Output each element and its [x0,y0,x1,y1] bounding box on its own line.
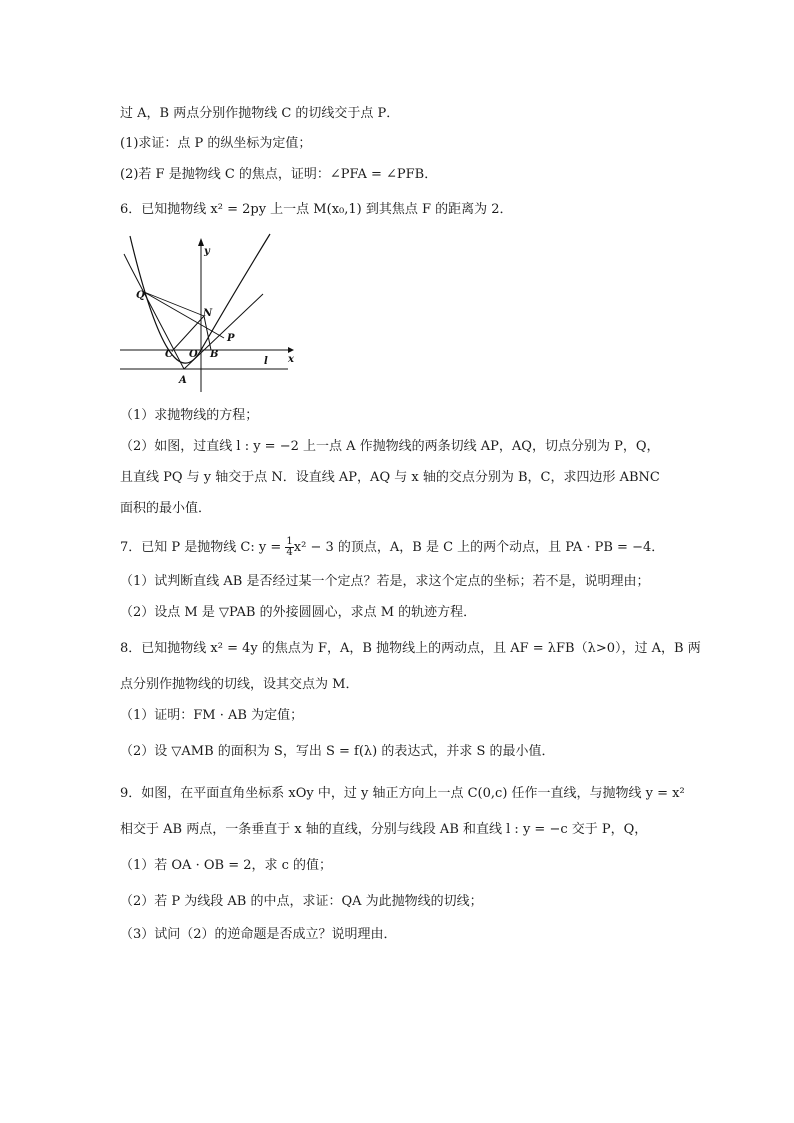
segment-nc [173,316,204,350]
y-axis-arrow [198,238,204,246]
text-line: （1）若 OA · OB = 2，求 c 的值； [120,858,333,873]
label-b: B [210,349,219,360]
text-line: (2)若 F 是抛物线 C 的焦点，证明：∠PFA = ∠PFB． [120,167,438,182]
text-line: 相交于 AB 两点，一条垂直于 x 轴的直线，分别与线段 AB 和直线 l : y = −c 交于 P，Q， [120,822,648,837]
label-l: l [264,356,268,367]
tangent-aq [130,266,184,369]
text-line: （1）试判断直线 AB 是否经过某一个定点？若是，求这个定点的坐标；若不是，说明理由； [120,574,650,589]
label-p: P [227,333,235,344]
problem-6-stem: 6．已知抛物线 x² = 2py 上一点 M(x₀,1) 到其焦点 F 的距离为 2． [120,202,513,217]
problem-9-stem: 9．如图，在平面直角坐标系 xOy 中，过 y 轴正方向上一点 C(0,c) 任作一直线，与抛物线 y = x² [120,786,685,801]
label-x: x [288,354,294,365]
text-line: （3）试问（2）的逆命题是否成立？说明理由． [120,927,397,942]
label-c: C [165,349,173,360]
problem-7-stem [120,537,690,558]
text-line: （1）证明：FM · AB 为定值； [120,708,304,723]
text-line: （2）设点 M 是 ▽PAB 的外接圆圆心，求点 M 的轨迹方程． [120,605,477,620]
label-q: Q [136,290,145,301]
text-line: 且直线 PQ 与 y 轴交于点 N．设直线 AP，AQ 与 x 轴的交点分别为 B，C，求四边形 ABNC [120,470,660,485]
x-axis-arrow [288,347,294,353]
text-line: 过 A，B 两点分别作抛物线 C 的切线交于点 P． [120,106,400,121]
fraction [285,537,293,558]
problem-8-stem: 8．已知抛物线 x² = 4y 的焦点为 F，A，B 抛物线上的两动点，且 AF = λFB（λ>0），过 A，B 两 [120,641,701,656]
label-o: O [189,349,198,360]
fraction-denominator: 4 [286,547,293,558]
label-n: N [203,308,213,319]
text-line: （2）设 ▽AMB 的面积为 S，写出 S = f(λ) 的表达式，并求 S 的最小值． [120,744,555,759]
segment-nb [204,316,211,350]
text-line: 点分别作抛物线的切线，设其交点为 M． [120,677,359,692]
text-line: （2）如图，过直线 l : y = −2 上一点 A 作抛物线的两条切线 AP，AQ，切点分别为 P，Q， [120,439,660,454]
text-segment: 7．已知 P 是抛物线 C: y = [120,540,286,555]
label-a: A [179,375,187,386]
fraction-numerator: 1 [286,536,293,547]
text-line: （2）若 P 为线段 AB 的中点，求证：QA 为此抛物线的切线； [120,894,483,909]
parabola-right [201,234,270,350]
text-line: (1)求证：点 P 的纵坐标为定值； [120,136,312,151]
text-line: （1）求抛物线的方程； [120,408,259,423]
parabola-figure [118,232,296,392]
label-y: y [204,246,210,257]
text-segment: x² − 3 的顶点，A，B 是 C 上的两个动点，且 PA · PB = −4． [293,540,665,555]
text-line: 面积的最小值． [120,501,212,516]
